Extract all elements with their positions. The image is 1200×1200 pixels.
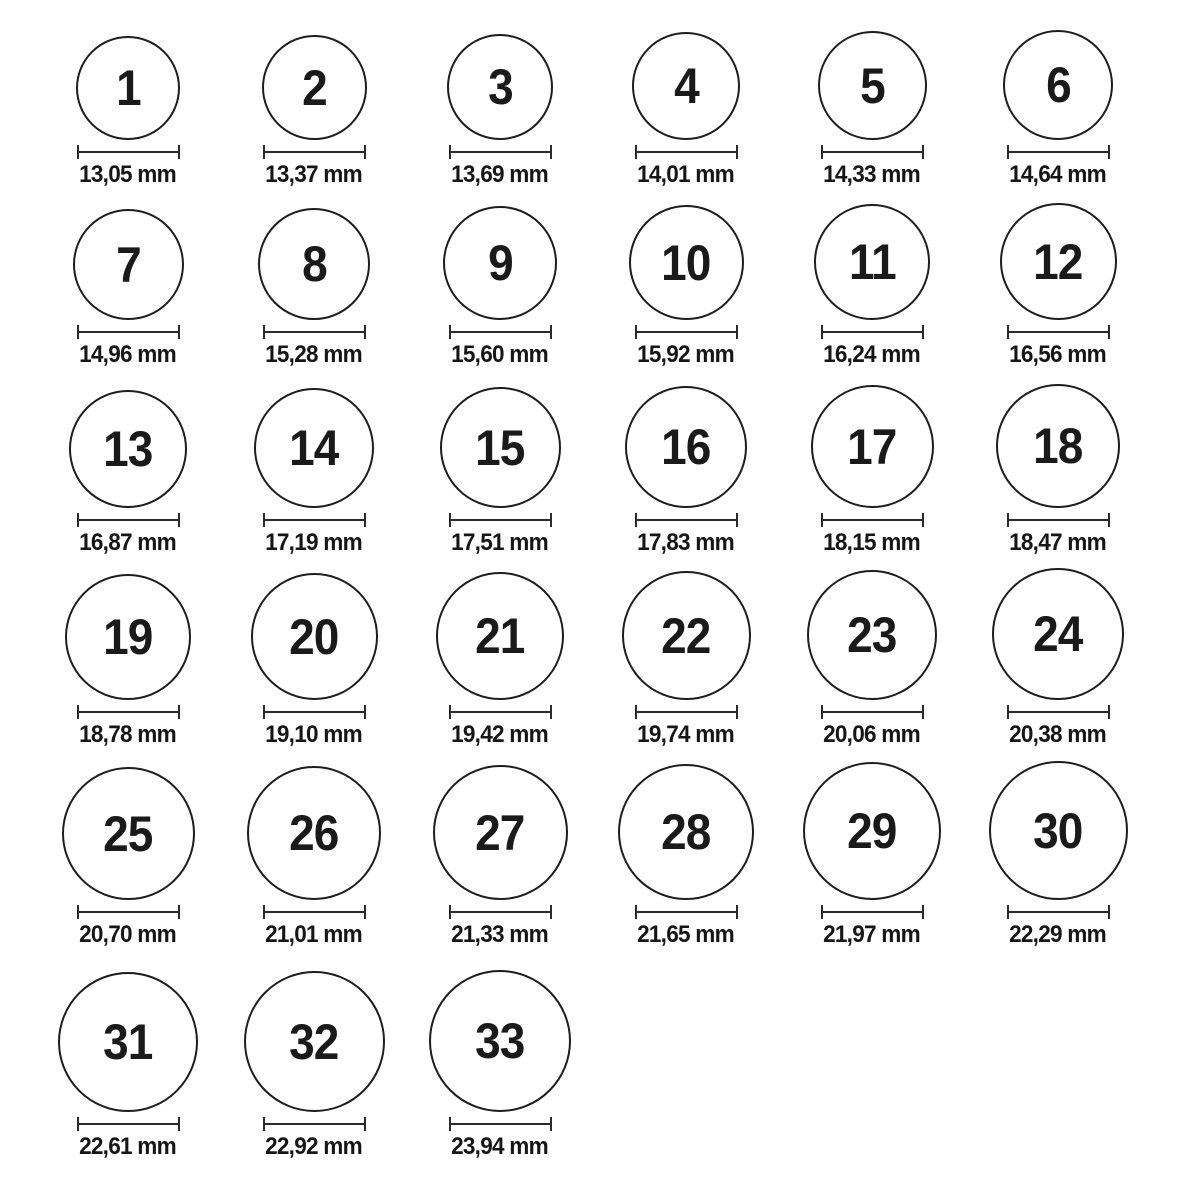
- ring-size-circle: [618, 764, 754, 900]
- ring-size-circle: [429, 970, 571, 1112]
- ring-size-circle: [247, 766, 381, 900]
- ring-size-row: [35, 952, 1200, 1164]
- ring-size-item: [35, 390, 221, 560]
- ring-size-item: [593, 205, 779, 372]
- ring-size-item: [593, 386, 779, 560]
- ring-size-number: 13: [103, 421, 153, 477]
- diameter-measure-line: [1007, 905, 1110, 919]
- ring-size-number: 19: [103, 609, 153, 665]
- ring-size-circle: [1003, 30, 1113, 140]
- diameter-measure-line: [821, 325, 924, 339]
- ring-size-item: [221, 573, 407, 752]
- diameter-label: 17,83 mm: [637, 529, 735, 556]
- diameter-label: 21,97 mm: [823, 921, 921, 948]
- diameter-label: 20,70 mm: [79, 921, 177, 948]
- diameter-label: 16,56 mm: [1009, 341, 1107, 368]
- ring-size-number: 6: [1045, 57, 1071, 113]
- ring-size-item: [35, 36, 221, 192]
- ring-size-number: 7: [115, 236, 141, 293]
- ring-size-circle: [996, 384, 1120, 508]
- diameter-label: 17,51 mm: [451, 529, 549, 556]
- diameter-measure-line: [635, 513, 738, 527]
- ring-size-number: 23: [847, 607, 897, 663]
- ring-size-item: [407, 765, 593, 952]
- diameter-label: 20,38 mm: [1009, 721, 1107, 748]
- ring-size-circle: [443, 206, 557, 320]
- diameter-measure-line: [449, 145, 552, 159]
- diameter-label: 17,19 mm: [265, 529, 363, 556]
- diameter-measure-line: [449, 705, 552, 719]
- ring-size-item: [221, 388, 407, 560]
- diameter-measure-line: [1007, 705, 1110, 719]
- ring-size-number: 1: [115, 60, 141, 116]
- ring-size-number: 11: [848, 234, 896, 290]
- diameter-label: 21,33 mm: [451, 921, 549, 948]
- ring-size-item: [35, 574, 221, 752]
- diameter-label: 14,01 mm: [637, 161, 735, 188]
- ring-size-number: 27: [475, 804, 525, 861]
- ring-size-row: [35, 372, 1200, 560]
- diameter-label: 23,94 mm: [451, 1133, 549, 1160]
- diameter-measure-line: [1007, 325, 1110, 339]
- diameter-measure-line: [77, 705, 180, 719]
- diameter-measure-line: [635, 905, 738, 919]
- ring-size-circle: [65, 574, 191, 700]
- ring-size-number: 17: [847, 418, 897, 475]
- ring-size-item: [593, 32, 779, 192]
- diameter-measure-line: [77, 325, 180, 339]
- diameter-label: 19,10 mm: [265, 721, 363, 748]
- ring-size-row: [35, 752, 1200, 952]
- ring-size-number: 32: [289, 1013, 339, 1070]
- ring-size-item: [407, 387, 593, 560]
- ring-size-item: [965, 568, 1151, 752]
- ring-size-item: [965, 30, 1151, 192]
- diameter-label: 14,96 mm: [79, 341, 177, 368]
- ring-size-circle: [76, 36, 180, 140]
- diameter-measure-line: [263, 145, 366, 159]
- ring-size-circle: [807, 570, 937, 700]
- ring-size-item: [221, 766, 407, 952]
- diameter-measure-line: [77, 145, 180, 159]
- ring-size-item: [35, 767, 221, 952]
- diameter-measure-line: [1007, 145, 1110, 159]
- ring-size-circle: [73, 209, 184, 320]
- ring-size-circle: [433, 765, 568, 900]
- ring-size-item: [593, 571, 779, 752]
- ring-size-number: 10: [661, 234, 711, 291]
- ring-size-number: 30: [1033, 802, 1083, 859]
- diameter-label: 16,24 mm: [823, 341, 921, 368]
- diameter-measure-line: [449, 325, 552, 339]
- diameter-measure-line: [77, 905, 180, 919]
- ring-size-item: [221, 971, 407, 1164]
- ring-size-circle: [811, 385, 934, 508]
- diameter-measure-line: [263, 705, 366, 719]
- diameter-measure-line: [635, 325, 738, 339]
- ring-size-number: 14: [289, 420, 339, 476]
- diameter-label: 15,92 mm: [637, 341, 735, 368]
- ring-size-row: [35, 192, 1200, 372]
- ring-size-item: [779, 385, 965, 560]
- diameter-measure-line: [449, 513, 552, 527]
- ring-size-item: [407, 34, 593, 192]
- ring-size-circle: [62, 767, 195, 900]
- ring-size-item: [779, 570, 965, 752]
- diameter-measure-line: [449, 905, 552, 919]
- ring-size-number: 4: [673, 58, 699, 114]
- ring-size-number: 16: [661, 419, 711, 475]
- diameter-measure-line: [1007, 513, 1110, 527]
- ring-size-number: 15: [475, 419, 525, 476]
- ring-size-circle: [69, 390, 187, 508]
- ring-size-item: [35, 209, 221, 372]
- diameter-label: 16,87 mm: [79, 529, 177, 556]
- ring-size-item: [965, 761, 1151, 952]
- ring-size-circle: [254, 388, 374, 508]
- diameter-label: 22,92 mm: [265, 1133, 363, 1160]
- ring-size-circle: [440, 387, 561, 508]
- ring-size-number: 8: [301, 236, 327, 292]
- ring-size-number: 26: [289, 805, 339, 861]
- diameter-label: 22,61 mm: [79, 1133, 177, 1160]
- diameter-label: 15,28 mm: [265, 341, 363, 368]
- ring-size-item: [965, 203, 1151, 372]
- ring-size-circle: [625, 386, 747, 508]
- diameter-label: 21,65 mm: [637, 921, 735, 948]
- diameter-measure-line: [263, 905, 366, 919]
- diameter-measure-line: [263, 1117, 366, 1131]
- ring-size-number: 2: [301, 59, 327, 116]
- ring-size-circle: [818, 31, 927, 140]
- ring-size-number: 20: [289, 608, 339, 665]
- ring-size-number: 5: [859, 57, 885, 114]
- ring-size-row: [35, 560, 1200, 752]
- diameter-measure-line: [821, 145, 924, 159]
- ring-size-circle: [262, 35, 367, 140]
- ring-size-item: [965, 384, 1151, 560]
- ring-size-circle: [1000, 203, 1117, 320]
- diameter-label: 18,78 mm: [79, 721, 177, 748]
- ring-size-row: [35, 2, 1200, 192]
- diameter-label: 13,69 mm: [451, 161, 549, 188]
- ring-size-item: [593, 764, 779, 952]
- diameter-label: 18,15 mm: [823, 529, 921, 556]
- ring-size-circle: [258, 208, 370, 320]
- ring-size-circle: [447, 34, 553, 140]
- ring-size-circle: [989, 761, 1128, 900]
- ring-size-number: 29: [847, 803, 897, 859]
- ring-size-circle: [58, 972, 198, 1112]
- ring-size-item: [779, 31, 965, 192]
- ring-size-number: 22: [661, 607, 711, 664]
- ring-size-item: [407, 206, 593, 372]
- ring-size-circle: [632, 32, 740, 140]
- ring-size-item: [779, 204, 965, 372]
- ring-size-number: 21: [475, 608, 525, 664]
- diameter-label: 20,06 mm: [823, 721, 921, 748]
- diameter-measure-line: [77, 513, 180, 527]
- diameter-measure-line: [635, 145, 738, 159]
- diameter-label: 21,01 mm: [265, 921, 363, 948]
- ring-size-number: 33: [475, 1013, 525, 1069]
- diameter-label: 19,42 mm: [451, 721, 549, 748]
- ring-size-circle: [992, 568, 1124, 700]
- diameter-measure-line: [821, 705, 924, 719]
- ring-size-circle: [814, 204, 930, 320]
- diameter-measure-line: [77, 1117, 180, 1131]
- diameter-label: 14,33 mm: [823, 161, 921, 188]
- diameter-label: 14,64 mm: [1009, 161, 1107, 188]
- diameter-label: 19,74 mm: [637, 721, 735, 748]
- diameter-label: 18,47 mm: [1009, 529, 1107, 556]
- ring-size-item: [221, 35, 407, 192]
- ring-size-item: [221, 208, 407, 372]
- ring-size-item: [407, 970, 593, 1164]
- diameter-measure-line: [263, 513, 366, 527]
- ring-size-circle: [803, 762, 941, 900]
- ring-size-number: 3: [487, 59, 513, 115]
- diameter-label: 13,05 mm: [79, 161, 177, 188]
- diameter-measure-line: [635, 705, 738, 719]
- ring-size-number: 31: [103, 1014, 153, 1070]
- ring-size-number: 12: [1033, 233, 1083, 290]
- ring-size-circle: [622, 571, 751, 700]
- diameter-measure-line: [449, 1117, 552, 1131]
- ring-size-circle: [436, 572, 564, 700]
- ring-size-number: 28: [661, 804, 711, 860]
- diameter-measure-line: [821, 513, 924, 527]
- ring-size-circle: [244, 971, 385, 1112]
- ring-size-item: [407, 572, 593, 752]
- ring-size-number: 24: [1033, 606, 1083, 662]
- diameter-measure-line: [263, 325, 366, 339]
- diameter-measure-line: [821, 905, 924, 919]
- ring-size-number: 9: [487, 235, 513, 291]
- ring-size-number: 18: [1033, 418, 1083, 474]
- ring-size-circle: [251, 573, 378, 700]
- ring-size-item: [35, 972, 221, 1164]
- ring-size-item: [779, 762, 965, 952]
- diameter-label: 22,29 mm: [1009, 921, 1107, 948]
- diameter-label: 13,37 mm: [265, 161, 363, 188]
- ring-size-number: 25: [103, 805, 153, 862]
- diameter-label: 15,60 mm: [451, 341, 549, 368]
- ring-size-circle: [629, 205, 744, 320]
